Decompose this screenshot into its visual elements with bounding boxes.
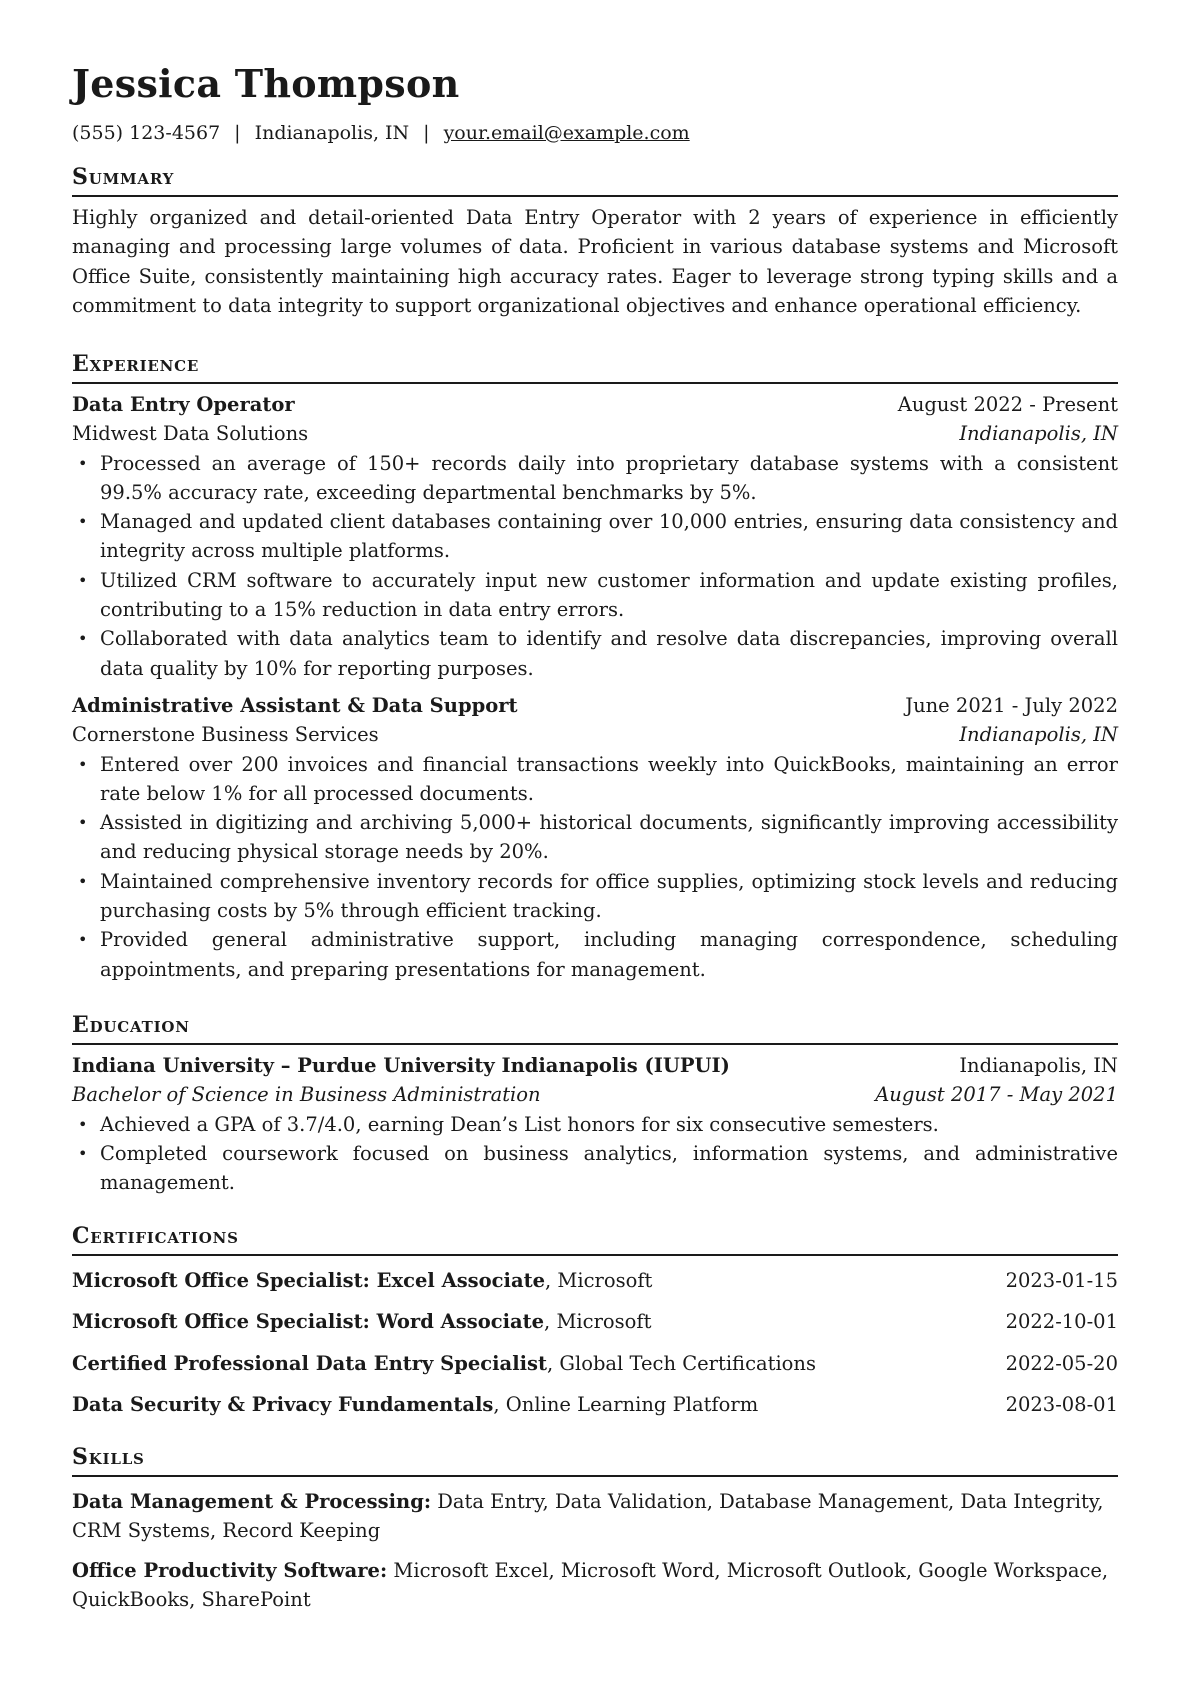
section-heading-certifications: Certifications bbox=[72, 1222, 1118, 1256]
job-location: Indianapolis, IN bbox=[959, 422, 1118, 446]
bullet-item: • Maintained comprehensive inventory records for office supplies, optimizing stock levels and reducing purchasing costs by 5% through efficient tracking. bbox=[72, 867, 1118, 926]
certification-date: 2023-08-01 bbox=[1005, 1392, 1118, 1416]
job-bullets bbox=[72, 750, 1118, 984]
section-heading-experience: Experience bbox=[72, 350, 1118, 384]
certification-name: Data Security & Privacy Fundamentals bbox=[72, 1392, 494, 1416]
certification-date: 2022-10-01 bbox=[1005, 1310, 1118, 1334]
section-heading-summary: Summary bbox=[72, 163, 1118, 197]
certification-item bbox=[72, 1349, 1118, 1378]
bullet-item: • Provided general administrative support, including managing correspondence, scheduling appointments, and preparing presentations for management. bbox=[72, 925, 1118, 984]
skill-group bbox=[72, 1487, 1118, 1546]
skills-section bbox=[72, 1443, 1118, 1614]
certification-item bbox=[72, 1307, 1118, 1336]
job-entry bbox=[72, 390, 1118, 683]
skill-group-label: Office Productivity Software: bbox=[72, 1558, 388, 1582]
summary-text: Highly organized and detail-oriented Data Entry Operator with 2 years of experience in efficiently managing and processing large volumes of data. Proficient in various database systems and Microsoft Office Suite, consistently maintaining high accuracy rates. Eager to leverage strong typing skills and a commitment to data integrity to support organizational objectives and enhance operational efficiency. bbox=[72, 206, 1118, 317]
certification-date: 2022-05-20 bbox=[1005, 1351, 1118, 1375]
job-title: Administrative Assistant & Data Support bbox=[72, 693, 518, 717]
company-name: Midwest Data Solutions bbox=[72, 422, 309, 446]
certification-name: Microsoft Office Specialist: Excel Associate bbox=[72, 1269, 545, 1292]
bullet-item: • Completed coursework focused on business analytics, information systems, and administrative management. bbox=[72, 1139, 1118, 1198]
certification-name: Microsoft Office Specialist: Word Associate bbox=[72, 1310, 545, 1334]
job-entry bbox=[72, 691, 1118, 984]
job-dates: June 2021 - July 2022 bbox=[905, 693, 1118, 717]
certification-issuer: , Microsoft bbox=[544, 1310, 652, 1334]
bullet-item: • Achieved a GPA of 3.7/4.0, earning Dean’s List honors for six consecutive semesters. bbox=[72, 1110, 1118, 1139]
skill-group-values: Microsoft Excel, Microsoft Word, Microsoft Outlook, Google Workspace, QuickBooks, SharePoint bbox=[72, 1558, 1109, 1611]
degree: Bachelor of Science in Business Administration bbox=[72, 1083, 541, 1107]
certification-date: 2023-01-15 bbox=[1005, 1269, 1118, 1292]
skill-group-values: Data Entry, Data Validation, Database Management, Data Integrity, CRM Systems, Record Keeping bbox=[72, 1490, 1104, 1543]
bullet-item: • Assisted in digitizing and archiving 5,000+ historical documents, significantly improving accessibility and reducing physical storage needs by 20%. bbox=[72, 808, 1118, 867]
certifications-section bbox=[72, 1222, 1118, 1419]
education-section bbox=[72, 1011, 1118, 1197]
candidate-name: Jessica Thompson bbox=[72, 61, 460, 106]
job-bullets bbox=[72, 449, 1118, 683]
email-link[interactable]: your.email@example.com bbox=[443, 122, 690, 144]
section-heading-education: Education bbox=[72, 1011, 1118, 1045]
job-title: Data Entry Operator bbox=[72, 393, 295, 416]
skill-group-label: Data Management & Processing: bbox=[72, 1490, 432, 1513]
school-name: Indiana University – Purdue University Indianapolis (IUPUI) bbox=[72, 1054, 730, 1077]
bullet-item: • Collaborated with data analytics team to identify and resolve data discrepancies, improving overall data quality by 10% for reporting purposes. bbox=[72, 624, 1118, 683]
bullet-item: • Processed an average of 150+ records daily into proprietary database systems with a consistent 99.5% accuracy rate, exceeding departmental benchmarks by 5%. bbox=[72, 449, 1118, 508]
certification-name: Certified Professional Data Entry Specialist bbox=[72, 1351, 547, 1375]
certification-item bbox=[72, 1266, 1118, 1295]
bullet-item: • Utilized CRM software to accurately input new customer information and update existing profiles, contributing to a 15% reduction in data entry errors. bbox=[72, 566, 1118, 625]
phone-number: (555) 123-4567 bbox=[72, 122, 221, 144]
certification-item bbox=[72, 1390, 1118, 1419]
summary-section bbox=[72, 163, 1118, 320]
job-dates: August 2022 - Present bbox=[897, 393, 1118, 416]
bullet-item: • Entered over 200 invoices and financial transactions weekly into QuickBooks, maintaining an error rate below 1% for all processed documents. bbox=[72, 750, 1118, 809]
bullet-item: • Managed and updated client databases containing over 10,000 entries, ensuring data consistency and integrity across multiple platforms. bbox=[72, 507, 1118, 566]
certification-issuer: , Global Tech Certifications bbox=[547, 1351, 816, 1375]
experience-section bbox=[72, 350, 1118, 984]
certification-issuer: , Microsoft bbox=[545, 1269, 653, 1292]
section-heading-skills: Skills bbox=[72, 1443, 1118, 1477]
job-location: Indianapolis, IN bbox=[959, 723, 1118, 747]
company-name: Cornerstone Business Services bbox=[72, 723, 379, 747]
school-location: Indianapolis, IN bbox=[959, 1054, 1118, 1077]
contact-line bbox=[72, 120, 690, 146]
location: Indianapolis, IN bbox=[254, 122, 410, 144]
education-dates: August 2017 - May 2021 bbox=[875, 1083, 1118, 1107]
separator: | bbox=[234, 122, 241, 144]
separator: | bbox=[423, 122, 430, 144]
education-bullets bbox=[72, 1110, 1118, 1198]
skill-group bbox=[72, 1556, 1118, 1615]
certification-issuer: , Online Learning Platform bbox=[493, 1392, 759, 1416]
